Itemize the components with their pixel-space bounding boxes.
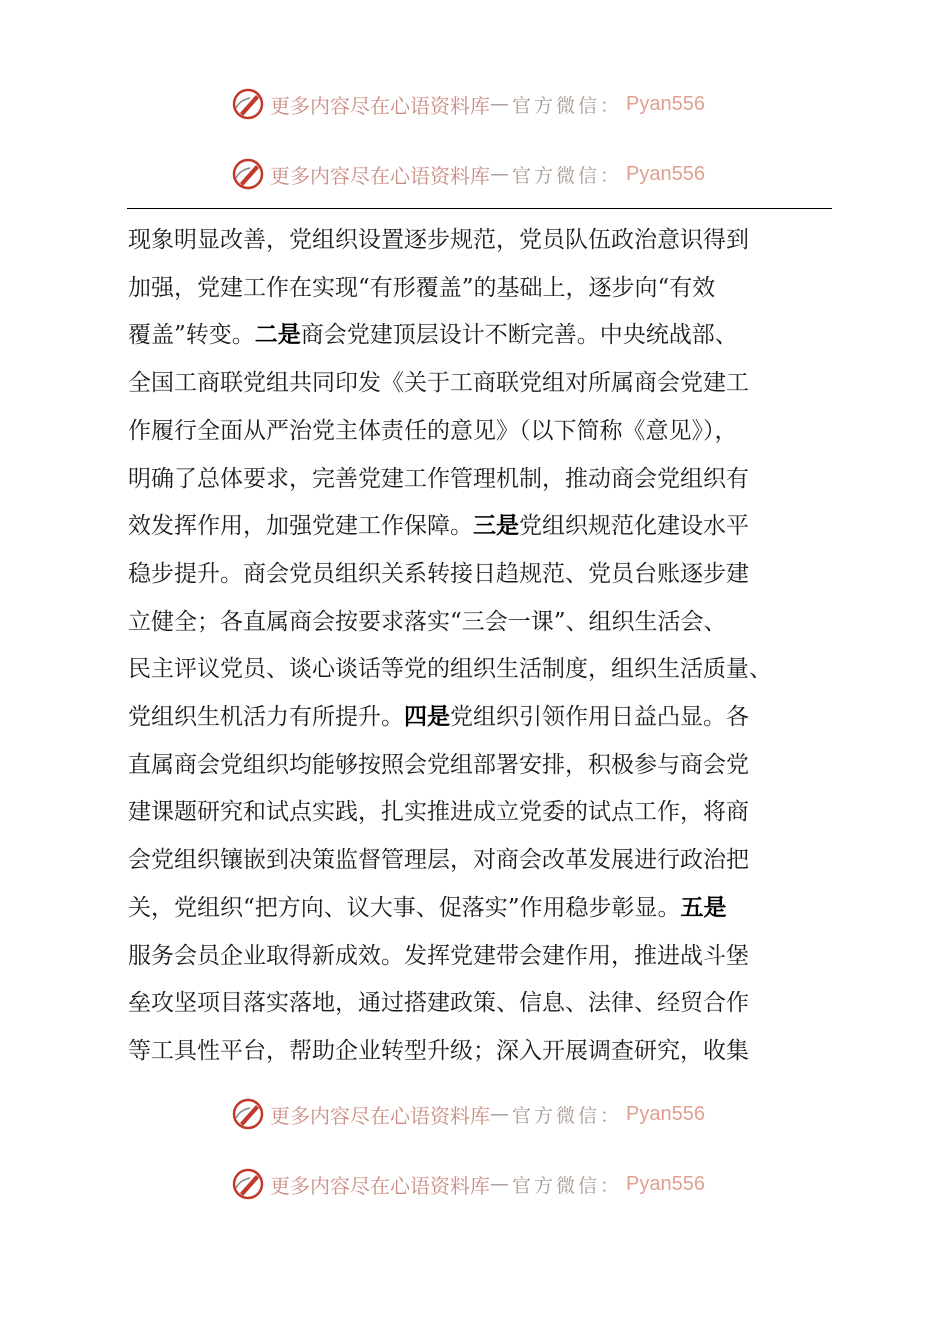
pen-logo-icon (230, 1166, 266, 1202)
pen-logo-icon (230, 156, 266, 192)
body-text-run: 稳步提升。商会党员组织关系转接日趋规范、党员台账逐步建 (128, 560, 749, 587)
watermark-brand: 更多内容尽在心语资料库 (270, 1173, 490, 1198)
body-text-run: 立健全；各直属商会按要求落实“三会一课”、组织生活会、 (128, 608, 727, 635)
body-text-run: 等工具性平台，帮助企业转型升级；深入开展调查研究，收集 (128, 1037, 749, 1064)
body-line (128, 938, 834, 974)
body-text-run: 党组织引领作用日益凸显。各 (450, 704, 749, 730)
watermark-separator: — (490, 93, 512, 115)
watermark-sub: 官方微信： (512, 164, 623, 187)
body-text-run: 效发挥作用，加强党建工作保障。 (128, 513, 473, 540)
watermark-separator: — (490, 1103, 512, 1125)
watermark-wechat-id: Pyan556 (626, 162, 705, 185)
body-text-run: 党组织规范化建设水平 (519, 513, 749, 540)
watermark-banner (230, 154, 705, 194)
pen-logo-icon (230, 86, 266, 122)
body-text-run: 作履行全面从严治党主体责任的意见》（以下简称《意见》）， (128, 417, 738, 444)
body-line (128, 461, 834, 497)
body-line (128, 413, 834, 449)
watermark-wechat-id: Pyan556 (626, 1172, 705, 1195)
body-line (128, 890, 834, 926)
watermark-sub: 官方微信： (512, 1174, 623, 1197)
body-line (128, 222, 834, 258)
body-text-run: 会党组织镶嵌到决策监督管理层，对商会改革发展进行政治把 (128, 847, 749, 874)
body-text-run: 建课题研究和试点实践，扎实推进成立党委的试点工作，将商 (128, 799, 749, 826)
pen-logo-icon (230, 1096, 266, 1132)
watermark-sub: 官方微信： (512, 1104, 623, 1127)
body-text-run: 明确了总体要求，完善党建工作管理机制，推动商会党组织有 (128, 465, 749, 492)
watermark-separator: — (490, 1173, 512, 1195)
body-text-run: 垒攻坚项目落实落地，通过搭建政策、信息、法律、经贸合作 (128, 990, 749, 1017)
body-line (128, 270, 834, 306)
body-line (128, 794, 834, 830)
header-divider (127, 208, 832, 209)
watermark-sub: 官方微信： (512, 94, 623, 117)
watermark-brand: 更多内容尽在心语资料库 (270, 163, 490, 188)
body-text-run: 商会党建顶层设计不断完善。中央统战部、 (300, 322, 738, 349)
body-line (128, 842, 834, 878)
body-line (128, 317, 834, 353)
bold-marker: 五是 (680, 893, 727, 921)
watermark-wechat-id: Pyan556 (626, 92, 705, 115)
body-text-run: 现象明显改善，党组织设置逐步规范，党员队伍政治意识得到 (128, 227, 749, 253)
body-line (128, 508, 834, 544)
watermark-brand: 更多内容尽在心语资料库 (270, 1103, 490, 1128)
watermark-banner (230, 84, 705, 124)
body-text-run: 加强，党建工作在实现“有形覆盖”的基础上，逐步向“有效 (128, 274, 716, 301)
bold-marker: 二是 (254, 321, 301, 349)
body-text-run: 民主评议党员、谈心谈话等党的组织生活制度，组织生活质量、 (128, 656, 772, 683)
body-line (128, 1033, 834, 1069)
body-line (128, 365, 834, 401)
watermark-banner (230, 1164, 705, 1204)
watermark-brand: 更多内容尽在心语资料库 (270, 93, 490, 118)
body-text-run: 服务会员企业取得新成效。发挥党建带会建作用，推进战斗堡 (128, 942, 749, 969)
body-line (128, 556, 834, 592)
body-text-run: 党组织生机活力有所提升。 (128, 704, 404, 730)
body-line (128, 699, 834, 735)
body-line (128, 747, 834, 783)
watermark-separator: — (490, 163, 512, 185)
body-line (128, 985, 834, 1021)
body-text-run: 全国工商联党组共同印发《关于工商联党组对所属商会党建工 (128, 370, 749, 397)
body-text-run: 直属商会党组织均能够按照会党组部署安排，积极参与商会党 (128, 751, 749, 778)
body-text-run: 覆盖”转变。 (128, 322, 255, 349)
body-line (128, 604, 834, 640)
body-text-run: 关，党组织“把方向、议大事、促落实”作用稳步彰显。 (128, 894, 681, 921)
watermark-wechat-id: Pyan556 (626, 1102, 705, 1125)
bold-marker: 三是 (473, 512, 519, 540)
body-line (128, 651, 834, 687)
bold-marker: 四是 (404, 703, 450, 730)
watermark-banner (230, 1094, 705, 1134)
